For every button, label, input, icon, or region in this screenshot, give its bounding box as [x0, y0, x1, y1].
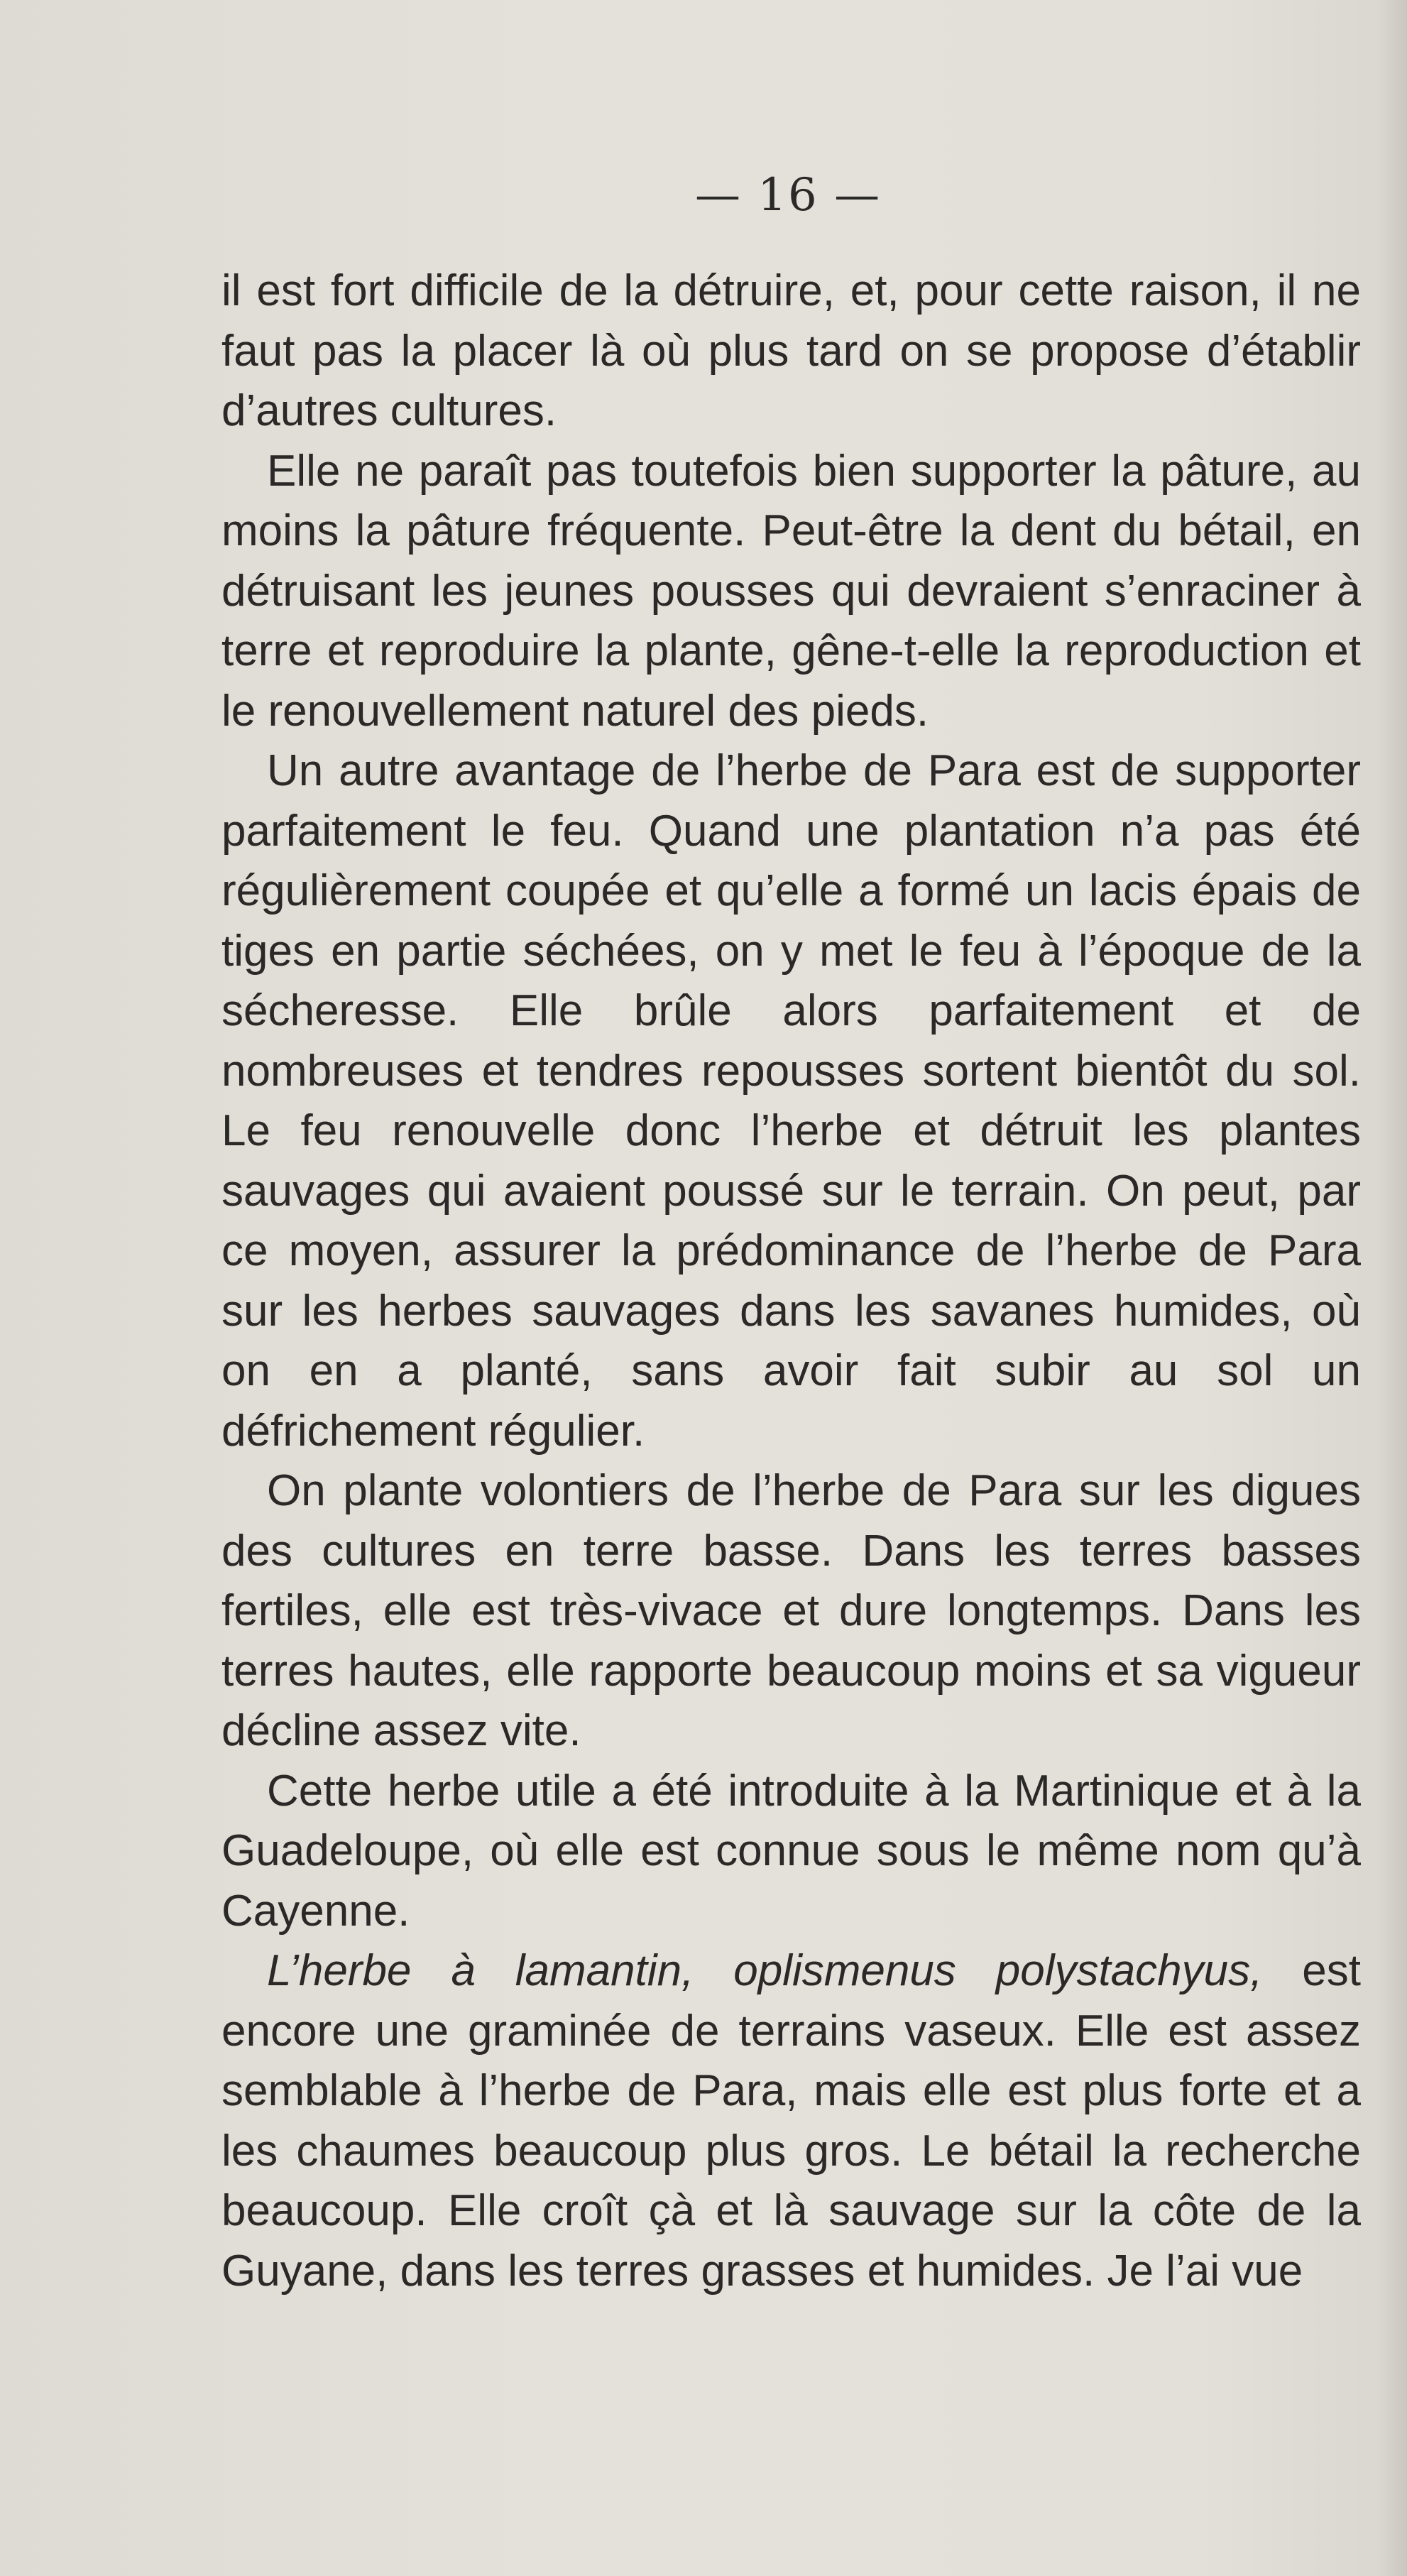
page-edge-shadow [1379, 0, 1407, 2576]
paragraph-6-text: est encore une graminée de terrains vaseux. Elle est assez semblable à l’herbe de Para, mais elle est plus forte et a les chaumes beaucoup plus gros. Le bétail la recherche beaucoup. Elle croît çà et là sauvage sur la côte de la Guyane, dans les terres grasses et humides. Je l’ai vue [221, 1946, 1361, 2296]
species-name-italic: L’herbe à lamantin, oplismenus polystachyus, [267, 1946, 1263, 1995]
paragraph-2: Elle ne paraît pas toutefois bien supporter la pâture, au moins la pâture fréquente. Peut-être la dent du bétail, en détruisant les jeunes pousses qui devraient s’enraciner à terre et reproduire la plante, gêne-t-elle la reproduction et le renouvellement naturel des pieds. [221, 446, 1361, 736]
paragraph-6 [221, 1941, 1361, 2301]
paragraph-4: On plante volontiers de l’herbe de Para sur les digues des cultures en terre basse. Dans les terres basses fertiles, elle est très-vivace et dure longtemps. Dans les terres hautes, elle rapporte beaucoup moins et sa vigueur décline assez vite. [221, 1466, 1361, 1755]
page-number: — 16 — [694, 169, 882, 222]
paragraph-1: il est fort difficile de la détruire, et, pour cette raison, il ne faut pas la placer là où plus tard on se propose d’établir d’autres cultures. [221, 266, 1361, 435]
body-text [221, 261, 1361, 2301]
paragraph-3: Un autre avantage de l’herbe de Para est de supporter parfaitement le feu. Quand une plantation n’a pas été régulièrement coupée et qu’elle a formé un lacis épais de tiges en partie séchées, on y met le feu à l’époque de la sécheresse. Elle brûle alors parfaitement et de nombreuses et tendres repousses sortent bientôt du sol. Le feu renouvelle donc l’herbe et détruit les plantes sauvages qui avaient poussé sur le terrain. On peut, par ce moyen, assurer la prédominance de l’herbe de Para sur les herbes sauvages dans les savanes humides, où on en a planté, sans avoir fait subir au sol un défrichement régulier. [221, 746, 1361, 1456]
paragraph-5: Cette herbe utile a été introduite à la Martinique et à la Guadeloupe, où elle est connue sous le même nom qu’à Cayenne. [221, 1766, 1361, 1936]
